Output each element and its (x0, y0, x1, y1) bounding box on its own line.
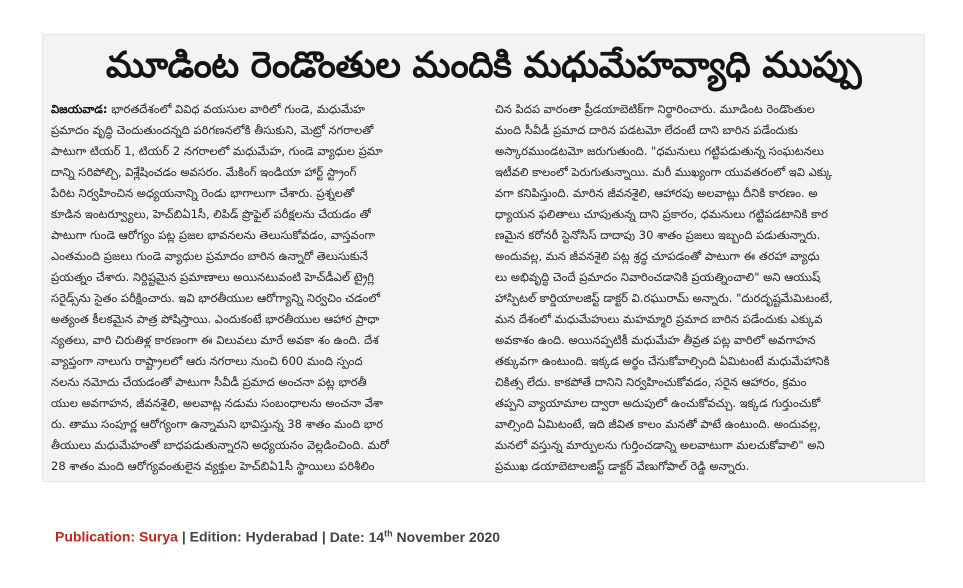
article-line: పాటుగా గుండె ఆరోగ్యం పట్ల ప్రజల భావనలను తెలుసుకోవడం, వాస్తవంగా (51, 228, 376, 242)
article-line: ప్రమాదం వృద్ధి చెందుతుందన్నది పరిగణనలోకి తీసుకుని, మెట్రో నగరాలతో (51, 123, 374, 137)
article-line: అవకాశం ఉంది. అయినప్పటికీ మధుమేహ తీవ్రత పట్ల వారిలో అవగాహన (495, 333, 816, 347)
article-line: తప్పని వ్యాయామాల ద్వారా అదుపులో ఉంచుకోవచ్చు. ఇక్కడ గుర్తుంచుకో (495, 396, 821, 410)
newspaper-clipping (42, 34, 925, 482)
article-line: ధ్యాయన ఫలితాలు చూపుతున్న దాని ప్రకారం, ధమనులు గట్టిపడటానికి కార (495, 207, 828, 221)
date-label: Date: 14th November 2020 (329, 528, 501, 545)
article-line: ణమైన కరోనరీ స్టెనోసిస్ దాదాపు 30 శాతం ప్రజలు ఇబ్బంది పడుతున్నారు. (495, 228, 821, 242)
article-headline: మూడింట రెండొంతుల మందికి మధుమేహవ్యాధి ముప్పు (105, 45, 862, 86)
publication-name: Publication: Surya (55, 528, 178, 545)
article-line: తీయులు మధుమేహంతో బాధపడుతున్నారని అధ్యయనం వెల్లడించింది. మరో (51, 438, 390, 452)
article-line: పేరిట నిర్వహించిన అధ్యయనాన్ని రెండు భాగాలుగా చేశారు. ప్రశ్నలతో (51, 186, 355, 200)
article-line: 28 శాతం మంది ఆరోగ్యవంతులైన వ్యక్తుల హెచ్‌బిఏ1సీ స్థాయిలు పరిశీలిం (51, 459, 375, 473)
article-line: చికిత్స లేదు. కాకపోతే దానిని నిర్వహించుకోవడం, సరైన ఆహారం, క్రమం (495, 375, 807, 389)
article-line: వగా కనిపిస్తుంది. మారిన జీవనశైలి, ఆహారపు అలవాట్లు దీనికి కారణం. అ (495, 186, 818, 200)
article-line: ప్రయత్నం చేశారు. నిర్దిష్టమైన ప్రమాణాలు అయినటువంటి హెచ్‌డీఎల్ ట్రైగ్లి (51, 270, 375, 284)
article-line: ప్రముఖ డయాబెటాలజిస్ట్ డాక్టర్ వేణుగోపాల్ రెడ్డి అన్నారు. (495, 459, 750, 473)
article-line: అస్కారముండటమో జరుగుతుంది. "ధమనులు గట్టిపడుతున్న సంఘటనలు (495, 144, 824, 158)
edition-label: Edition: Hyderabad (189, 528, 318, 545)
article-line: మనలో వస్తున్న మార్పులను గుర్తించడాన్ని అలవాటుగా మలచుకోవాలి" అని (495, 438, 825, 452)
article-line: ఇటీవలి కాలంలో పెరుగుతున్నాయి. మరీ ముఖ్యంగా యువతరంలో ఇవి ఎక్కు (495, 165, 833, 179)
article-line: సరైడ్స్‌ను సైతం పరీక్షించారు. ఇవి భారతీయుల ఆరోగ్యాన్ని నిర్వచిం చడంలో (51, 291, 381, 305)
article-line: మంది సీవీడీ ప్రమాద దారిన పడటమో లేదంటే దాని బారిన పడేందుకు (495, 123, 798, 137)
article-line: వాల్సింది ఏమిటంటే, ఇది జీవిత కాలం మనతో పాటే ఉంటుంది. అందువల్ల, (495, 417, 821, 431)
article-line: యుల అవగాహన, జీవనశైలి, అలవాట్ల నడుమ సంబంధాలను అంచనా వేశా (51, 396, 384, 410)
article-line: అత్యంత కీలకమైన పాత్ర పోషిస్తాయి. ఎందుకంటే భారతీయుల ఆహార ప్రాధా (51, 312, 380, 326)
article-line: దాన్ని సరిపోల్చి, విశ్లేషించడం అవసరం. మేకింగ్ ఇండియా హార్ట్ స్ట్రాంగ్ (51, 165, 357, 179)
article-line: విజయవాడ: భారతదేశంలో వివిధ వయసుల వారిలో గుండె, మధుమేహ (51, 102, 366, 116)
separator: | (181, 528, 186, 545)
article-line: న్యతలు, వారి చిరుతిళ్ల కారణంగా ఈ విలువలు మారే అవకా శం ఉంది. దేశ (51, 333, 379, 347)
article-line: రు. తాము సంపూర్ణ ఆరోగ్యంగా ఉన్నామని భావిస్తున్న 38 శాతం మంది భార (51, 417, 384, 431)
article-line: కూడిన ఇంటర్వ్యూలు, హెచ్‌బిఏ1సీ, లిపిడ్ ప్రొఫైల్ పరీక్షలను చేయడం తో (51, 207, 371, 221)
article-line: హాస్పిటల్ కార్డియాలజిస్ట్ డాక్టర్ వి.రఘురామ్ అన్నారు. "దురదృష్టమేమిటంటే, (495, 291, 833, 305)
article-line: అందువల్ల, మన జీవనశైలి పట్ల శ్రద్ధ చూపడంతో పాటుగా ఈ తరహా వ్యాధు (495, 249, 820, 263)
article-line: మన దేశంలో మధుమేహులు మహమ్మారి ప్రమాద బారిన పడేందుకు ఎక్కువ (495, 312, 823, 326)
article-line: తక్కువగా ఉంటుంది. ఇక్కడ అర్థం చేసుకోవాల్సింది ఏమిటంటే మధుమేహానికి (495, 354, 830, 368)
article-line: లు అభివృద్ధి చెందే ప్రమాదం నివారించడానికి ప్రయత్నించాలి" అని ఆయుష్ (495, 270, 821, 284)
article-line: వ్యాప్తంగా నాలుగు రాష్ట్రాలలో ఆరు నగరాలు నుంచి 600 మంది స్పంద (51, 354, 363, 368)
separator: | (321, 528, 326, 545)
article-line: చిన పిదప వారంతా ప్రీడయాబెటిక్‌గా నిర్థారించారు. మూడింట రెండొంతుల (495, 102, 815, 116)
article-line: పాటుగా టియర్ 1, టియర్ 2 నగరాలలో మధుమేహ, గుండె వ్యాధుల ప్రమా (51, 144, 383, 158)
article-column-right (495, 99, 921, 477)
article-column-left (51, 99, 483, 477)
publication-info (55, 528, 500, 545)
article-line: ఎంతమంది ప్రజలు గుండె వ్యాధుల ప్రమాదం బారిన ఉన్నారో తెలుసుకునే (51, 249, 368, 263)
article-dateline: విజయవాడ: (51, 102, 108, 116)
article-line: నలను నమోదు చేయడంతో పాటుగా సీవీడీ ప్రమాద అంచనా పట్ల భారతీ (51, 375, 367, 389)
